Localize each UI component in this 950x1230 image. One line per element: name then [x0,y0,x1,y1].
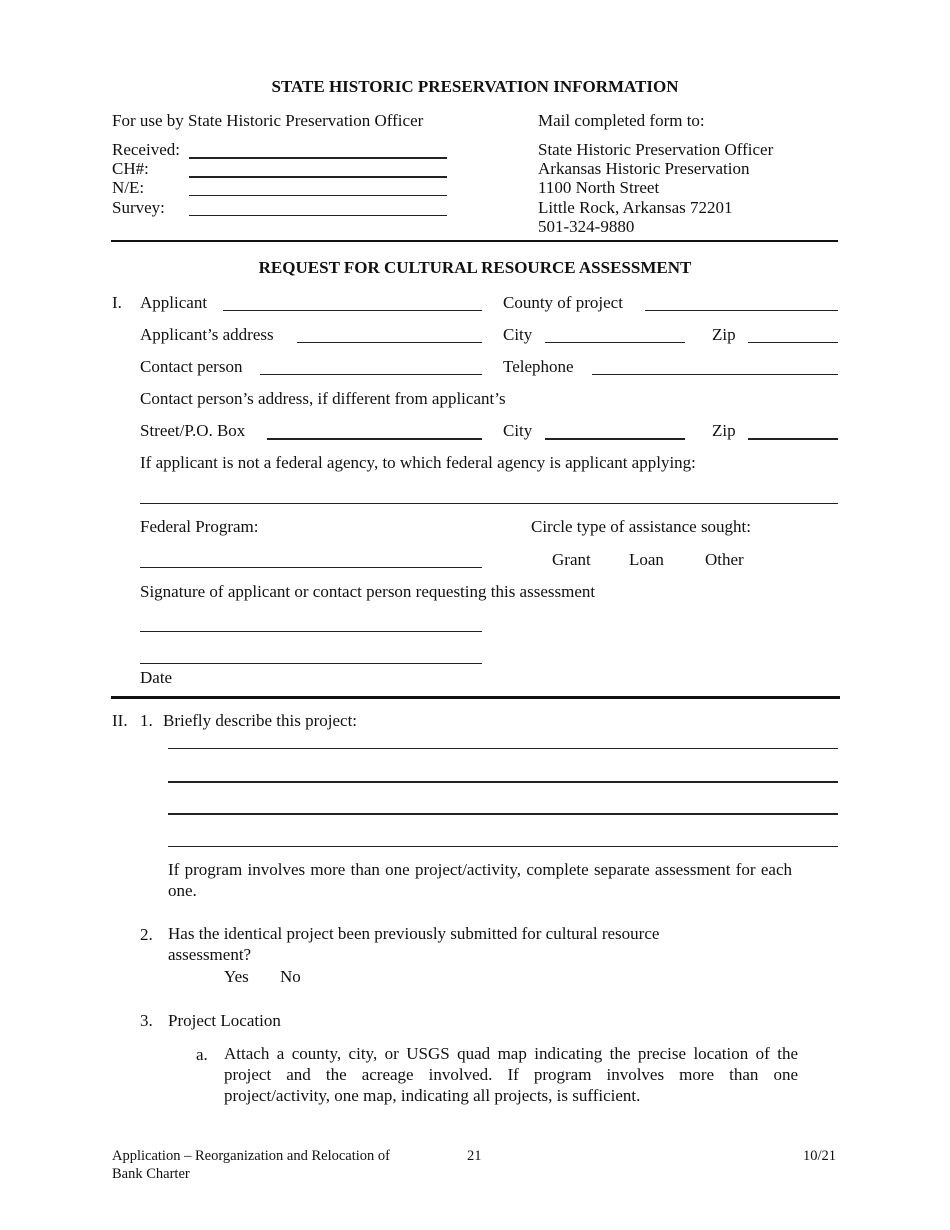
item-two-number: 2. [140,925,153,944]
received-label: Received: [112,140,180,159]
header-divider [111,240,838,242]
applicant-label: Applicant [140,293,208,312]
federal-program-label: Federal Program: [140,517,259,536]
description-line[interactable] [168,813,838,815]
mail-label: Mail completed form to: [538,111,705,130]
item-one-label: Briefly describe this project: [163,711,358,730]
assistance-option-grant[interactable]: Grant [552,550,591,569]
contact-city-label: City [503,421,533,440]
mail-address-line: Little Rock, Arkansas 72201 [538,198,733,217]
applicant-address-label: Applicant’s address [140,325,274,344]
description-line[interactable] [168,781,838,783]
item-one-number: 1. [140,711,153,730]
mail-address-line: 1100 North Street [538,178,660,197]
mail-address-line: State Historic Preservation Officer [538,140,774,159]
survey-label: Survey: [112,198,165,217]
assistance-label: Circle type of assistance sought: [531,517,752,536]
federal-program-field[interactable] [140,567,482,568]
ne-label: N/E: [112,178,145,197]
federal-agency-question: If applicant is not a federal agency, to which federal agency is applicant applying: [140,453,696,472]
office-use-label: For use by State Historic Preservation Officer [112,111,424,130]
section-two-numeral: II. [112,711,128,730]
applicant-address-field[interactable] [297,342,482,343]
description-line[interactable] [168,748,838,749]
contact-zip-field[interactable] [748,438,838,440]
federal-agency-field[interactable] [140,503,838,504]
county-label: County of project [503,293,623,312]
mail-phone: 501-324-9880 [538,217,635,236]
contact-city-field[interactable] [545,438,685,440]
item-three-a-number: a. [196,1045,208,1064]
item-two-question: Has the identical project been previously submitted for cultural resource assessment? [168,924,660,964]
footer-revision-date: 10/21 [803,1148,837,1164]
zip-field[interactable] [748,342,838,343]
zip-label: Zip [712,325,736,344]
ne-field[interactable] [189,195,447,196]
section-divider [111,696,840,699]
description-line[interactable] [168,846,838,847]
street-field[interactable] [267,438,482,440]
city-field[interactable] [545,342,685,343]
multiple-project-note: If program involves more than one project/activity, complete separate assessment for each one. [168,860,792,900]
request-title: REQUEST FOR CULTURAL RESOURCE ASSESSMENT [258,258,692,277]
applicant-field[interactable] [223,310,482,311]
answer-no[interactable]: No [280,967,301,986]
street-label: Street/P.O. Box [140,421,246,440]
page-number: 21 [467,1148,482,1164]
item-three-number: 3. [140,1011,153,1030]
telephone-label: Telephone [503,357,574,376]
answer-yes[interactable]: Yes [224,967,249,986]
section-one-numeral: I. [112,293,122,312]
date-field[interactable] [140,663,482,664]
item-three-label: Project Location [168,1011,281,1030]
mail-address-line: Arkansas Historic Preservation [538,159,750,178]
received-field[interactable] [189,157,447,159]
survey-field[interactable] [189,215,447,216]
assistance-option-other[interactable]: Other [705,550,744,569]
assistance-option-loan[interactable]: Loan [629,550,664,569]
county-field[interactable] [645,310,838,311]
city-label: City [503,325,533,344]
ch-number-field[interactable] [189,176,447,178]
telephone-field[interactable] [592,374,838,375]
form-title: STATE HISTORIC PRESERVATION INFORMATION [271,77,679,96]
footer-form-name: Application – Reorganization and Relocation of Bank Charter [112,1148,390,1182]
item-three-a-text: Attach a county, city, or USGS quad map indicating the precise location of the project and the acreage involved. If program involves more than one project/activity, one map, indicating all projects, is sufficient. [224,1044,798,1105]
signature-label: Signature of applicant or contact person requesting this assessment [140,582,596,601]
contact-person-label: Contact person [140,357,243,376]
date-label: Date [140,668,173,687]
contact-zip-label: Zip [712,421,736,440]
signature-field[interactable] [140,631,482,632]
ch-number-label: CH#: [112,159,149,178]
contact-person-field[interactable] [260,374,482,375]
contact-address-note: Contact person’s address, if different from applicant’s [140,389,506,408]
